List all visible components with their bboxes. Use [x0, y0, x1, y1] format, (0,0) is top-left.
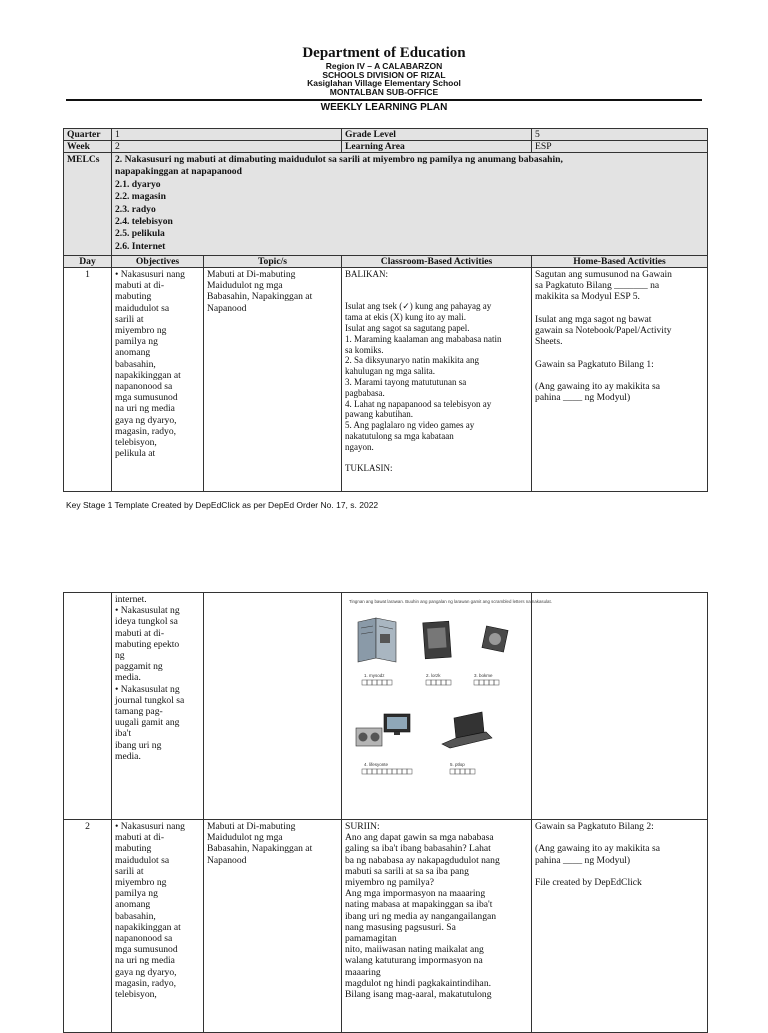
- day-1-classroom-activities-line: [345, 453, 528, 464]
- day-1-objectives-line: maidudulot sa: [115, 302, 170, 314]
- answer-box: [362, 680, 367, 685]
- day-1-cont-classroom: [342, 593, 552, 820]
- day-1-objectives-line: • Nakasusuri nang: [115, 269, 185, 280]
- day-1-objectives: [112, 268, 204, 492]
- day-2-objectives-line: telebisyon,: [115, 989, 157, 1001]
- item-1-label: 1. mysodz: [364, 673, 385, 678]
- day-1-classroom-activities-line: 1. Maraming kaalaman ang mababasa natin: [345, 333, 502, 344]
- day-2-classroom-activities-line: pamamagitan: [345, 933, 397, 945]
- template-footer: Key Stage 1 Template Created by DepEdClick as per DepEd Order No. 17, s. 2022: [66, 500, 379, 510]
- day-1-home-activities-line: gawain sa Notebook/Papel/Activity: [535, 325, 672, 337]
- day-1-objectives-line: napakikinggan at: [115, 369, 181, 381]
- day-1-topics-line: Babasahin, Napakinggan at: [207, 291, 313, 303]
- day-2-classroom-activities-line: nito, maiiwasan nating maikalat ang: [345, 944, 484, 956]
- day-1-classroom-activities-line: 2. Sa diksyunaryo natin makikita ang: [345, 355, 479, 366]
- day-2-classroom-activities-line: galing sa iba't ibang babasahin? Lahat: [345, 843, 491, 855]
- television-icon: [384, 714, 410, 735]
- day-1-row: [64, 268, 708, 492]
- day-2-classroom-activities-line: miyembro ng pamilya?: [345, 877, 434, 889]
- item-5-label: 5. ptlop: [450, 762, 465, 767]
- day-2-classroom-activities-line: ba ng nababasa ay nakapagdudulot nang: [345, 854, 500, 866]
- answer-box: [382, 769, 387, 774]
- worksheet-image: [346, 596, 552, 786]
- day-2-objectives-line: na uri ng media: [115, 955, 175, 967]
- col-objectives: Objectives: [112, 256, 204, 268]
- day-1-cont-objectives-line: iba't: [115, 728, 132, 740]
- comics-icon: [482, 626, 508, 652]
- day-1-classroom-activities-line: Isulat ang tsek (✓) kung ang pahayag ay: [345, 301, 492, 312]
- day-1-objectives-line: mabuting: [115, 291, 152, 303]
- answer-box: [474, 680, 479, 685]
- day-1-classroom-activities-line: [345, 280, 528, 291]
- day-1-topics-line: Maidudulot ng mga: [207, 280, 283, 292]
- day-2-classroom-activities-line: Ano ang dapat gawin sa mga nababasa: [345, 832, 494, 844]
- day-2-objectives-line: magasin, radyo,: [115, 977, 177, 989]
- day-2-objectives-line: mga sumusunod: [115, 944, 178, 956]
- day-2-objectives-line: babasahin,: [115, 910, 156, 922]
- day-2-row: [64, 820, 708, 1033]
- day-1-cont-objectives-line: • Nakasusulat ng: [115, 605, 180, 617]
- day-2-home-activities-line: [535, 832, 704, 843]
- quarter-row: [64, 129, 708, 141]
- day-1-topics: [204, 268, 342, 492]
- scrambled-words-worksheet: [346, 596, 552, 786]
- day-1-continued-row: [64, 593, 708, 820]
- day-2-classroom-activities-line: walang katuturang impormasyon na: [345, 955, 483, 967]
- answer-box: [426, 680, 431, 685]
- day-1-topics-line: Napanood: [207, 302, 247, 314]
- column-header-row: [64, 256, 708, 268]
- answer-box: [387, 769, 392, 774]
- day-2-objectives-line: • Nakasusuri nang: [115, 821, 185, 832]
- answer-box: [470, 769, 475, 774]
- day-1-cont-objectives-line: media.: [115, 672, 141, 684]
- day-2-home-activities-line: File created by DepEdClick: [535, 877, 642, 889]
- col-topics: Topic/s: [204, 256, 342, 268]
- day-2-topics-line: Napanood: [207, 854, 247, 866]
- document-header: [0, 44, 768, 96]
- day-2-number: 2: [64, 820, 112, 1033]
- division-line: SCHOOLS DIVISION OF RIZAL: [322, 69, 446, 80]
- day-1-objectives-line: na uri ng media: [115, 403, 175, 415]
- school-line: Kasiglahan Village Elementary School: [307, 78, 461, 88]
- melcs-content-line: 2.5. pelikula: [115, 228, 165, 240]
- day-1-cont-objectives-line: ng: [115, 650, 125, 662]
- day-1-home-activities-line: [535, 370, 704, 381]
- day-1-cont-objectives-line: ideya tungkol sa: [115, 616, 178, 628]
- answer-box: [436, 680, 441, 685]
- answer-box: [362, 769, 367, 774]
- answer-box: [367, 769, 372, 774]
- day-1-classroom-activities-line: kahulugan ng mga salita.: [345, 366, 435, 377]
- grade-label: Grade Level: [342, 129, 532, 141]
- answer-box: [407, 769, 412, 774]
- col-day: Day: [64, 256, 112, 268]
- day-2-classroom-activities-line: magdulot ng hindi pagkakaintindihan.: [345, 977, 492, 989]
- day-1-cont-objectives-line: paggamit ng: [115, 661, 163, 673]
- day-1-number: 1: [64, 268, 112, 492]
- day-2-classroom-activities: [342, 820, 532, 1033]
- answer-box: [372, 680, 377, 685]
- answer-box: [450, 769, 455, 774]
- day-1-objectives-line: telebisyon,: [115, 437, 157, 449]
- day-1-cont-topics: [204, 593, 342, 820]
- day-2-home-activities-line: Gawain sa Pagkatuto Bilang 2:: [535, 821, 654, 832]
- week-row: [64, 141, 708, 153]
- item-1-answer-boxes: [362, 680, 392, 685]
- melcs-label: MELCs: [64, 153, 112, 256]
- quarter-label: Quarter: [64, 129, 112, 141]
- laptop-icon: [442, 712, 492, 748]
- radio-icon: [356, 728, 382, 746]
- day-2-objectives-line: mabuti at di-: [115, 832, 165, 844]
- day-2-objectives-line: pamilya ng: [115, 888, 158, 900]
- day-1-classroom-activities-line: pawang kabutihan.: [345, 409, 413, 420]
- quarter-value: 1: [112, 129, 342, 141]
- day-1-objectives-line: mga sumusunod: [115, 392, 178, 404]
- day-1-objectives-line: pamilya ng: [115, 336, 158, 348]
- day-2-classroom-activities-line: ibang uri ng media ay nangangailangan: [345, 910, 497, 922]
- day-1-objectives-line: miyembro ng: [115, 325, 167, 337]
- day-1-objectives-line: napanonood sa: [115, 381, 173, 393]
- melcs-row: [64, 153, 708, 256]
- answer-box: [441, 680, 446, 685]
- sub-office-line: MONTALBAN SUB-OFFICE: [329, 86, 439, 97]
- melcs-content: [112, 153, 708, 256]
- day-1-cont-objectives-line: media.: [115, 750, 141, 762]
- day-1-home-activities-line: Sagutan ang sumusunod na Gawain: [535, 269, 672, 280]
- answer-box: [382, 680, 387, 685]
- plan-table-page1: [63, 128, 708, 492]
- area-label: Learning Area: [342, 141, 532, 153]
- plan-title: WEEKLY LEARNING PLAN: [320, 102, 448, 113]
- day-1-home-activities: [532, 268, 708, 492]
- day-2-classroom-activities-line: maaaring: [345, 966, 381, 978]
- day-1-home-activities-line: [535, 347, 704, 358]
- day-2-objectives-line: anomang: [115, 899, 151, 911]
- day-1-cont-objectives-line: uugali gamit ang: [115, 717, 180, 729]
- day-2-objectives-line: miyembro ng: [115, 877, 167, 889]
- answer-box: [494, 680, 499, 685]
- item-3-answer-boxes: [474, 680, 499, 685]
- melcs-content-line: 2.3. radyo: [115, 203, 156, 215]
- day-2-home-activities: [532, 820, 708, 1033]
- day-1-cont-objectives-line: • Nakasusulat ng: [115, 683, 180, 695]
- item-4-label: 4. lifesyonte: [364, 762, 389, 767]
- plan-table-page2: [63, 592, 708, 1033]
- answer-box: [372, 769, 377, 774]
- answer-box: [484, 680, 489, 685]
- day-1-cont-home: [532, 593, 708, 820]
- day-1-classroom-activities-line: 3. Marami tayong matututunan sa: [345, 376, 467, 387]
- melcs-content-line: 2. Nakasusuri ng mabuti at dimabuting maidudulot sa sarili at miyembro ng pamilya ng anumang babasahin,: [115, 154, 563, 165]
- item-4-answer-boxes: [362, 769, 412, 774]
- item-2-label: 2. lorzk: [426, 673, 441, 678]
- day-1-classroom-activities-line: nakatutulong sa mga kabataan: [345, 430, 454, 441]
- day-1-classroom-activities-line: pagbabasa.: [345, 387, 385, 398]
- day-1-home-activities-line: Isulat ang mga sagot ng bawat: [535, 313, 652, 325]
- answer-box: [479, 680, 484, 685]
- melcs-content-line: 2.6. Internet: [115, 240, 166, 252]
- day-1-objectives-line: anomang: [115, 347, 151, 359]
- day-1-classroom-activities-line: TUKLASIN:: [345, 463, 393, 474]
- day-1-cont-objectives-line: mabuti at di-: [115, 627, 165, 639]
- day-1-home-activities-line: Sheets.: [535, 336, 563, 348]
- day-1-objectives-line: mabuti at di-: [115, 280, 165, 292]
- answer-box: [377, 680, 382, 685]
- day-1-classroom-activities-line: [345, 291, 528, 302]
- day-1-home-activities-line: [535, 303, 704, 314]
- melcs-content-line: 2.4. telebisyon: [115, 216, 173, 228]
- melcs-content-line: 2.2. magasin: [115, 191, 166, 203]
- day-2-objectives-line: mabuting: [115, 843, 152, 855]
- day-2-home-activities-line: [535, 866, 704, 877]
- day-1-home-activities-line: makikita sa Modyul ESP 5.: [535, 291, 640, 303]
- day-1-classroom-activities-line: 4. Lahat ng napapanood sa telebisyon ay: [345, 398, 492, 409]
- answer-box: [392, 769, 397, 774]
- item-3-label: 3. bokme: [474, 673, 493, 678]
- answer-box: [402, 769, 407, 774]
- day-1-home-activities-line: sa Pagkatuto Bilang _______ na: [535, 280, 660, 292]
- day-1-classroom-activities-line: tama at ekis (X) kung ito ay mali.: [345, 312, 466, 323]
- day-2-classroom-activities-line: nating mabasa at mapakinggan sa iba't: [345, 899, 493, 911]
- day-1-cont-objectives-line: ibang uri ng: [115, 739, 162, 751]
- day-1-cont-objectives-line: journal tungkol sa: [115, 694, 185, 706]
- item-5-answer-boxes: [450, 769, 475, 774]
- week-value: 2: [112, 141, 342, 153]
- answer-box: [377, 769, 382, 774]
- day-1-objectives-line: babasahin,: [115, 358, 156, 370]
- item-2-answer-boxes: [426, 680, 451, 685]
- answer-box: [489, 680, 494, 685]
- day-2-objectives-line: gaya ng dyaryo,: [115, 966, 177, 978]
- week-label: Week: [64, 141, 112, 153]
- day-1-classroom-activities-line: Isulat ang sagot sa sagutang papel.: [345, 322, 470, 333]
- day-1-objectives-line: pelikula at: [115, 448, 156, 460]
- day-2-topics-line: Mabuti at Di-mabuting: [207, 821, 296, 832]
- col-classroom: Classroom-Based Activities: [342, 256, 532, 268]
- day-2-objectives-line: napanonood sa: [115, 933, 173, 945]
- day-1-cont-objectives-line: internet.: [115, 594, 147, 605]
- day-2-topics-line: Babasahin, Napakinggan at: [207, 843, 313, 855]
- answer-box: [465, 769, 470, 774]
- melcs-content-line: 2.1. dyaryo: [115, 178, 161, 190]
- answer-box: [446, 680, 451, 685]
- worksheet-instruction: Tingnan ang bawat larawan. Buuhin ang pangalan ng larawan gamit ang scrambled letters na nakasulat.: [349, 599, 552, 604]
- area-value: ESP: [532, 141, 708, 153]
- day-2-home-activities-line: pahina ____ ng Modyul): [535, 854, 631, 866]
- day-1-home-activities-line: pahina ____ ng Modyul): [535, 392, 631, 404]
- day-2-classroom-activities-line: Bilang isang mag-aaral, makatutulong: [345, 989, 492, 1001]
- day-1-cont-day: [64, 593, 112, 820]
- melcs-content-line: napapakinggan at napapanood: [115, 166, 242, 178]
- day-2-home-activities-line: (Ang gawaing ito ay makikita sa: [535, 843, 660, 855]
- day-2-topics-line: Maidudulot ng mga: [207, 832, 283, 844]
- day-1-cont-objectives-line: tamang pag-: [115, 706, 163, 718]
- day-1-objectives-line: sarili at: [115, 313, 144, 325]
- answer-box: [397, 769, 402, 774]
- day-1-home-activities-line: Gawain sa Pagkatuto Bilang 1:: [535, 358, 654, 370]
- day-1-objectives-line: gaya ng dyaryo,: [115, 414, 177, 426]
- col-home: Home-Based Activities: [532, 256, 708, 268]
- day-1-classroom-activities-line: 5. Ang paglalaro ng video games ay: [345, 420, 475, 431]
- day-2-topics: [204, 820, 342, 1033]
- department-title: Department of Education: [302, 45, 466, 61]
- day-2-classroom-activities-line: nang masusing pagsusuri. Sa: [345, 921, 456, 933]
- answer-box: [455, 769, 460, 774]
- day-1-cont-objectives: [112, 593, 204, 820]
- answer-box: [431, 680, 436, 685]
- day-2-objectives: [112, 820, 204, 1033]
- header-rule: [66, 99, 702, 101]
- day-1-classroom-activities-line: ngayon.: [345, 441, 374, 452]
- day-1-topics-line: Mabuti at Di-mabuting: [207, 269, 296, 280]
- answer-box: [367, 680, 372, 685]
- region-line: Region IV – A CALABARZON: [325, 61, 443, 71]
- day-2-classroom-activities-line: mabuti sa sarili at sa sa iba pang: [345, 865, 469, 877]
- day-2-objectives-line: maidudulot sa: [115, 854, 170, 866]
- day-1-cont-objectives-line: mabuting epekto: [115, 638, 180, 650]
- magazine-icon: [423, 621, 451, 659]
- answer-box: [460, 769, 465, 774]
- day-2-objectives-line: sarili at: [115, 865, 144, 877]
- day-1-objectives-line: magasin, radyo,: [115, 425, 177, 437]
- day-2-classroom-activities-line: Ang mga impormasyon na maaaring: [345, 888, 486, 900]
- answer-box: [387, 680, 392, 685]
- day-1-classroom-activities-line: BALIKAN:: [345, 269, 389, 279]
- day-1-classroom-activities: [342, 268, 532, 492]
- day-2-classroom-activities-line: SURIIN:: [345, 821, 380, 832]
- day-1-home-activities-line: (Ang gawaing ito ay makikita sa: [535, 381, 660, 393]
- newspaper-icon: [358, 618, 396, 662]
- grade-value: 5: [532, 129, 708, 141]
- day-2-objectives-line: napakikinggan at: [115, 921, 181, 933]
- day-1-classroom-activities-line: sa komiks.: [345, 344, 384, 355]
